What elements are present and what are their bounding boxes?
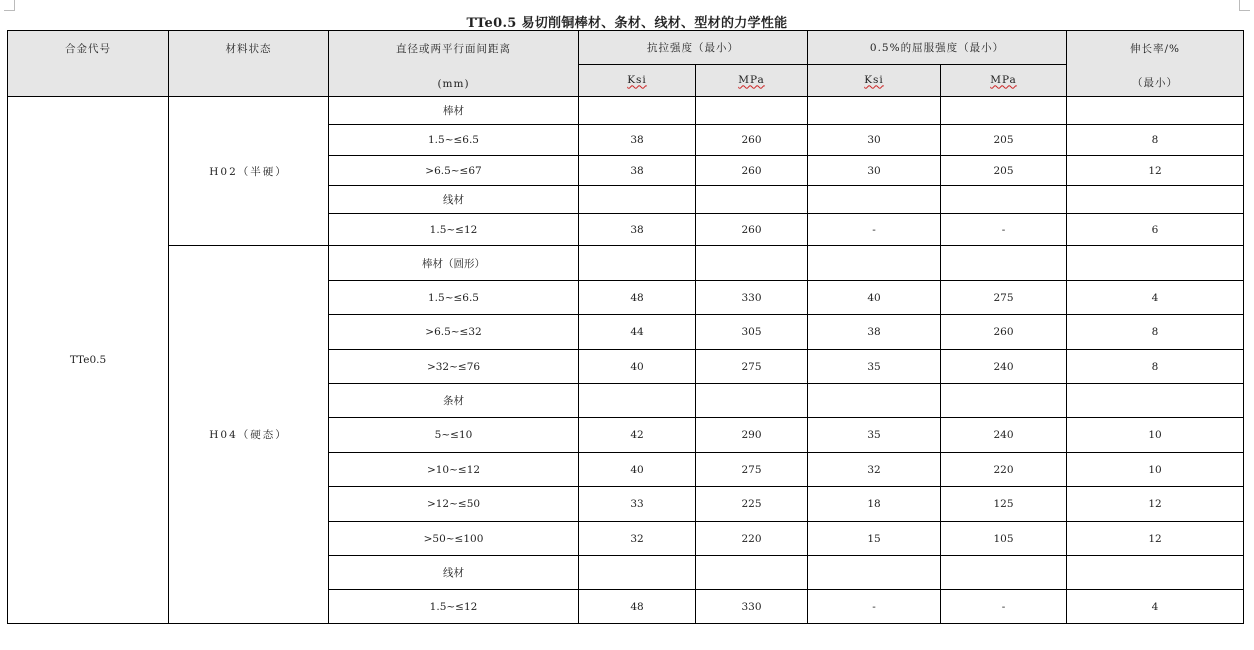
header-yield-ksi-label: Ksi	[864, 74, 884, 87]
table-header	[8, 31, 1244, 97]
tensile-ksi-cell: 38	[579, 214, 696, 246]
yield-mpa-cell: -	[941, 214, 1067, 246]
header-tensile-ksi	[579, 64, 696, 97]
yield-ksi-cell	[808, 186, 941, 214]
yield-mpa-cell	[941, 186, 1067, 214]
yield-mpa-cell: 125	[941, 487, 1067, 522]
yield-mpa-cell: 205	[941, 125, 1067, 156]
header-dimension-label: 直径或两平行面间距离	[396, 43, 511, 55]
tensile-mpa-cell	[696, 186, 808, 214]
dimension-cell: >10~≤12	[329, 453, 579, 487]
tensile-mpa-cell: 290	[696, 418, 808, 453]
tensile-mpa-cell: 220	[696, 522, 808, 556]
header-elongation	[1067, 31, 1244, 97]
header-tensile: 抗拉强度（最小）	[579, 31, 808, 65]
tensile-ksi-cell: 33	[579, 487, 696, 522]
table-body	[8, 97, 1244, 624]
yield-mpa-cell	[941, 97, 1067, 125]
elongation-cell	[1067, 186, 1244, 214]
dimension-cell: >6.5~≤67	[329, 156, 579, 186]
yield-mpa-cell	[941, 556, 1067, 590]
tensile-ksi-cell: 40	[579, 350, 696, 384]
tensile-ksi-cell: 48	[579, 590, 696, 624]
header-dimension	[329, 31, 579, 97]
dimension-cell: >50~≤100	[329, 522, 579, 556]
yield-ksi-cell: 35	[808, 350, 941, 384]
tensile-mpa-cell: 260	[696, 156, 808, 186]
tensile-ksi-cell: 40	[579, 453, 696, 487]
header-yield-mpa	[941, 64, 1067, 97]
tensile-ksi-cell	[579, 97, 696, 125]
header-yield-ksi	[808, 64, 941, 97]
yield-ksi-cell	[808, 246, 941, 281]
header-dimension-unit: (mm)	[437, 78, 470, 90]
elongation-cell: 12	[1067, 156, 1244, 186]
table-title: TTe0.5 易切削铜棒材、条材、线材、型材的力学性能	[466, 16, 788, 31]
yield-mpa-cell: 240	[941, 418, 1067, 453]
elongation-cell: 8	[1067, 350, 1244, 384]
tensile-mpa-cell: 330	[696, 281, 808, 315]
dimension-cell: 1.5~≤12	[329, 590, 579, 624]
yield-ksi-cell: 32	[808, 453, 941, 487]
yield-ksi-cell: -	[808, 590, 941, 624]
yield-ksi-cell	[808, 384, 941, 418]
elongation-cell	[1067, 246, 1244, 281]
tensile-ksi-cell: 48	[579, 281, 696, 315]
tensile-mpa-cell: 260	[696, 214, 808, 246]
header-alloy	[8, 31, 169, 97]
tensile-ksi-cell: 44	[579, 315, 696, 350]
yield-ksi-cell: -	[808, 214, 941, 246]
yield-ksi-cell: 35	[808, 418, 941, 453]
yield-mpa-cell: 205	[941, 156, 1067, 186]
tensile-ksi-cell: 32	[579, 522, 696, 556]
tensile-ksi-cell	[579, 384, 696, 418]
header-tensile-mpa	[696, 64, 808, 97]
header-tensile-mpa-label: MPa	[738, 74, 765, 87]
tensile-mpa-cell: 305	[696, 315, 808, 350]
dimension-cell: 线材	[329, 186, 579, 214]
mechanical-properties-table	[7, 30, 1244, 624]
yield-ksi-cell	[808, 556, 941, 590]
yield-mpa-cell	[941, 384, 1067, 418]
yield-ksi-cell	[808, 97, 941, 125]
yield-ksi-cell: 40	[808, 281, 941, 315]
header-yield: 0.5%的屈服强度（最小）	[808, 31, 1067, 65]
elongation-cell: 6	[1067, 214, 1244, 246]
dimension-cell: 5~≤10	[329, 418, 579, 453]
yield-mpa-cell: 260	[941, 315, 1067, 350]
dimension-cell: 1.5~≤6.5	[329, 125, 579, 156]
elongation-cell: 12	[1067, 522, 1244, 556]
tensile-mpa-cell	[696, 246, 808, 281]
tensile-mpa-cell	[696, 384, 808, 418]
tensile-ksi-cell: 42	[579, 418, 696, 453]
tensile-ksi-cell	[579, 186, 696, 214]
yield-mpa-cell: 275	[941, 281, 1067, 315]
tensile-mpa-cell: 225	[696, 487, 808, 522]
yield-ksi-cell: 38	[808, 315, 941, 350]
dimension-cell: >12~≤50	[329, 487, 579, 522]
tensile-mpa-cell: 330	[696, 590, 808, 624]
tensile-mpa-cell	[696, 556, 808, 590]
elongation-cell	[1067, 384, 1244, 418]
elongation-cell: 10	[1067, 453, 1244, 487]
yield-mpa-cell: 220	[941, 453, 1067, 487]
yield-ksi-cell: 15	[808, 522, 941, 556]
page-corner-mark-right	[1239, 0, 1250, 11]
yield-mpa-cell: 240	[941, 350, 1067, 384]
elongation-cell: 4	[1067, 281, 1244, 315]
dimension-cell: >6.5~≤32	[329, 315, 579, 350]
elongation-cell: 8	[1067, 125, 1244, 156]
dimension-cell: 线材	[329, 556, 579, 590]
tensile-ksi-cell: 38	[579, 156, 696, 186]
material-state-cell: H04（硬态）	[169, 246, 329, 624]
tensile-mpa-cell: 260	[696, 125, 808, 156]
tensile-ksi-cell: 38	[579, 125, 696, 156]
table-section-row	[8, 246, 1244, 281]
header-yield-mpa-label: MPa	[990, 74, 1017, 87]
table-section-row	[8, 97, 1244, 125]
tensile-ksi-cell	[579, 246, 696, 281]
yield-mpa-cell: -	[941, 590, 1067, 624]
tensile-ksi-cell	[579, 556, 696, 590]
elongation-cell: 12	[1067, 487, 1244, 522]
dimension-cell: 棒材（圆形）	[329, 246, 579, 281]
yield-ksi-cell: 30	[808, 125, 941, 156]
header-state	[169, 31, 329, 97]
tensile-mpa-cell: 275	[696, 350, 808, 384]
elongation-cell: 8	[1067, 315, 1244, 350]
dimension-cell: 1.5~≤6.5	[329, 281, 579, 315]
tensile-mpa-cell	[696, 97, 808, 125]
page-corner-mark-left	[4, 0, 15, 11]
alloy-code-cell: TTe0.5	[8, 97, 169, 624]
dimension-cell: 条材	[329, 384, 579, 418]
material-state-cell: H02（半硬）	[169, 97, 329, 246]
yield-mpa-cell	[941, 246, 1067, 281]
yield-ksi-cell: 18	[808, 487, 941, 522]
elongation-cell: 4	[1067, 590, 1244, 624]
elongation-cell	[1067, 97, 1244, 125]
header-alloy-label: 合金代号	[65, 43, 111, 55]
yield-mpa-cell: 105	[941, 522, 1067, 556]
header-elongation-label: 伸长率/%	[1129, 43, 1180, 55]
header-tensile-ksi-label: Ksi	[627, 74, 647, 87]
dimension-cell: >32~≤76	[329, 350, 579, 384]
elongation-cell	[1067, 556, 1244, 590]
dimension-cell: 1.5~≤12	[329, 214, 579, 246]
header-state-label: 材料状态	[225, 43, 272, 55]
yield-ksi-cell: 30	[808, 156, 941, 186]
elongation-cell: 10	[1067, 418, 1244, 453]
header-elongation-note: （最小）	[1132, 77, 1178, 89]
tensile-mpa-cell: 275	[696, 453, 808, 487]
dimension-cell: 棒材	[329, 97, 579, 125]
